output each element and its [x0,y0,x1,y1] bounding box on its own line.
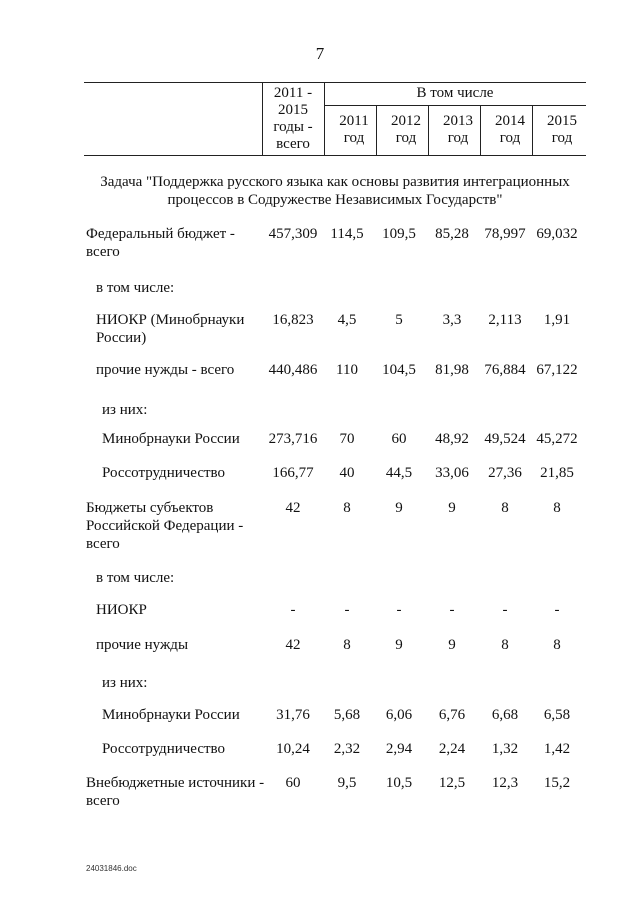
row-label: Внебюджетные источники - всего [86,775,265,809]
year-value: 3,3 [442,312,462,328]
year-value: 9 [395,637,403,653]
total-value: 31,76 [276,707,310,723]
year-value: 69,032 [536,226,578,242]
year-value: 8 [501,500,509,516]
year-value: - [449,602,455,618]
year-value: 2,113 [488,312,522,328]
year-value: 109,5 [382,226,416,242]
row-label: Россотрудничество [102,741,226,757]
row-label: Федеральный бюджет - всего [86,226,235,260]
row-label: Бюджеты субъектов Российской Федерации - всего [86,500,244,552]
year-value: 81,98 [435,362,469,378]
row-label: Россотрудничество [102,465,226,481]
year-value: 21,85 [540,465,574,481]
row-label: Минобрнауки России [102,431,240,447]
total-value: 457,309 [268,226,318,242]
year-value: 5 [395,312,403,328]
row-label: в том числе: [96,570,175,586]
year-column-header: 2015 год [547,113,577,146]
year-value: 6,06 [385,707,413,723]
year-value: 9,5 [337,775,357,791]
year-value: 60 [391,431,407,447]
year-value: - [396,602,402,618]
year-value: 8 [501,637,509,653]
divider [324,105,586,106]
year-value: 78,997 [484,226,526,242]
year-value: 1,91 [543,312,571,328]
year-value: 2,32 [333,741,361,757]
year-column-header: 2014 год [495,113,525,146]
year-value: 9 [448,500,456,516]
year-value: - [502,602,508,618]
row-label: из них: [102,402,148,418]
total-value: 273,716 [268,431,318,447]
row-label: прочие нужды - всего [96,362,235,378]
total-value: 60 [285,775,301,791]
year-value: 10,5 [385,775,413,791]
year-value: 85,28 [435,226,469,242]
year-value: 2,24 [438,741,466,757]
year-value: 6,76 [438,707,466,723]
year-value: 49,524 [484,431,526,447]
year-value: 9 [395,500,403,516]
year-value: 40 [339,465,355,481]
total-value: 42 [285,500,301,516]
year-value: 110 [336,362,358,378]
row-label: из них: [102,675,148,691]
row-label: НИОКР [96,602,147,618]
year-value: 8 [343,500,351,516]
year-value: - [554,602,560,618]
year-value: 12,5 [438,775,466,791]
row-label: Минобрнауки России [102,707,240,723]
year-value: 1,32 [491,741,519,757]
year-value: 45,272 [536,431,578,447]
document-filename: 24031846.doc [86,864,137,873]
year-value: 4,5 [337,312,357,328]
total-value: 166,77 [272,465,314,481]
year-value: 8 [553,500,561,516]
page-number: 7 [315,44,325,63]
year-value: 12,3 [491,775,519,791]
row-label: НИОКР (Минобрнауки России) [96,312,245,346]
year-value: 8 [553,637,561,653]
year-value: 6,68 [491,707,519,723]
year-value: 67,122 [536,362,578,378]
total-value: 440,486 [268,362,318,378]
year-value: 2,94 [385,741,413,757]
total-value: 42 [285,637,301,653]
including-column-header: В том числе [416,85,494,101]
year-value: 70 [339,431,355,447]
year-value: 76,884 [484,362,526,378]
year-value: 6,58 [543,707,571,723]
year-value: 104,5 [382,362,416,378]
year-value: 27,36 [488,465,522,481]
table-header [84,82,586,156]
row-label: в том числе: [96,280,175,296]
year-value: 44,5 [385,465,413,481]
row-label: прочие нужды [96,637,189,653]
year-value: - [344,602,350,618]
year-value: 48,92 [435,431,469,447]
year-value: 1,42 [543,741,571,757]
total-value: 16,823 [272,312,314,328]
section-title: Задача "Поддержка русского языка как основы развития интеграционных процессов в Содружестве Независимых Государств" [100,174,570,208]
year-column-header: 2012 год [391,113,421,146]
year-value: 15,2 [543,775,571,791]
year-value: 9 [448,637,456,653]
total-column-header: 2011 - 2015 годы - всего [273,85,313,152]
total-value: - [290,602,296,618]
year-value: 5,68 [333,707,361,723]
year-column-header: 2013 год [443,113,473,146]
year-value: 8 [343,637,351,653]
year-column-header: 2011 год [339,113,369,146]
year-value: 114,5 [330,226,364,242]
year-value: 33,06 [435,465,469,481]
total-value: 10,24 [276,741,310,757]
